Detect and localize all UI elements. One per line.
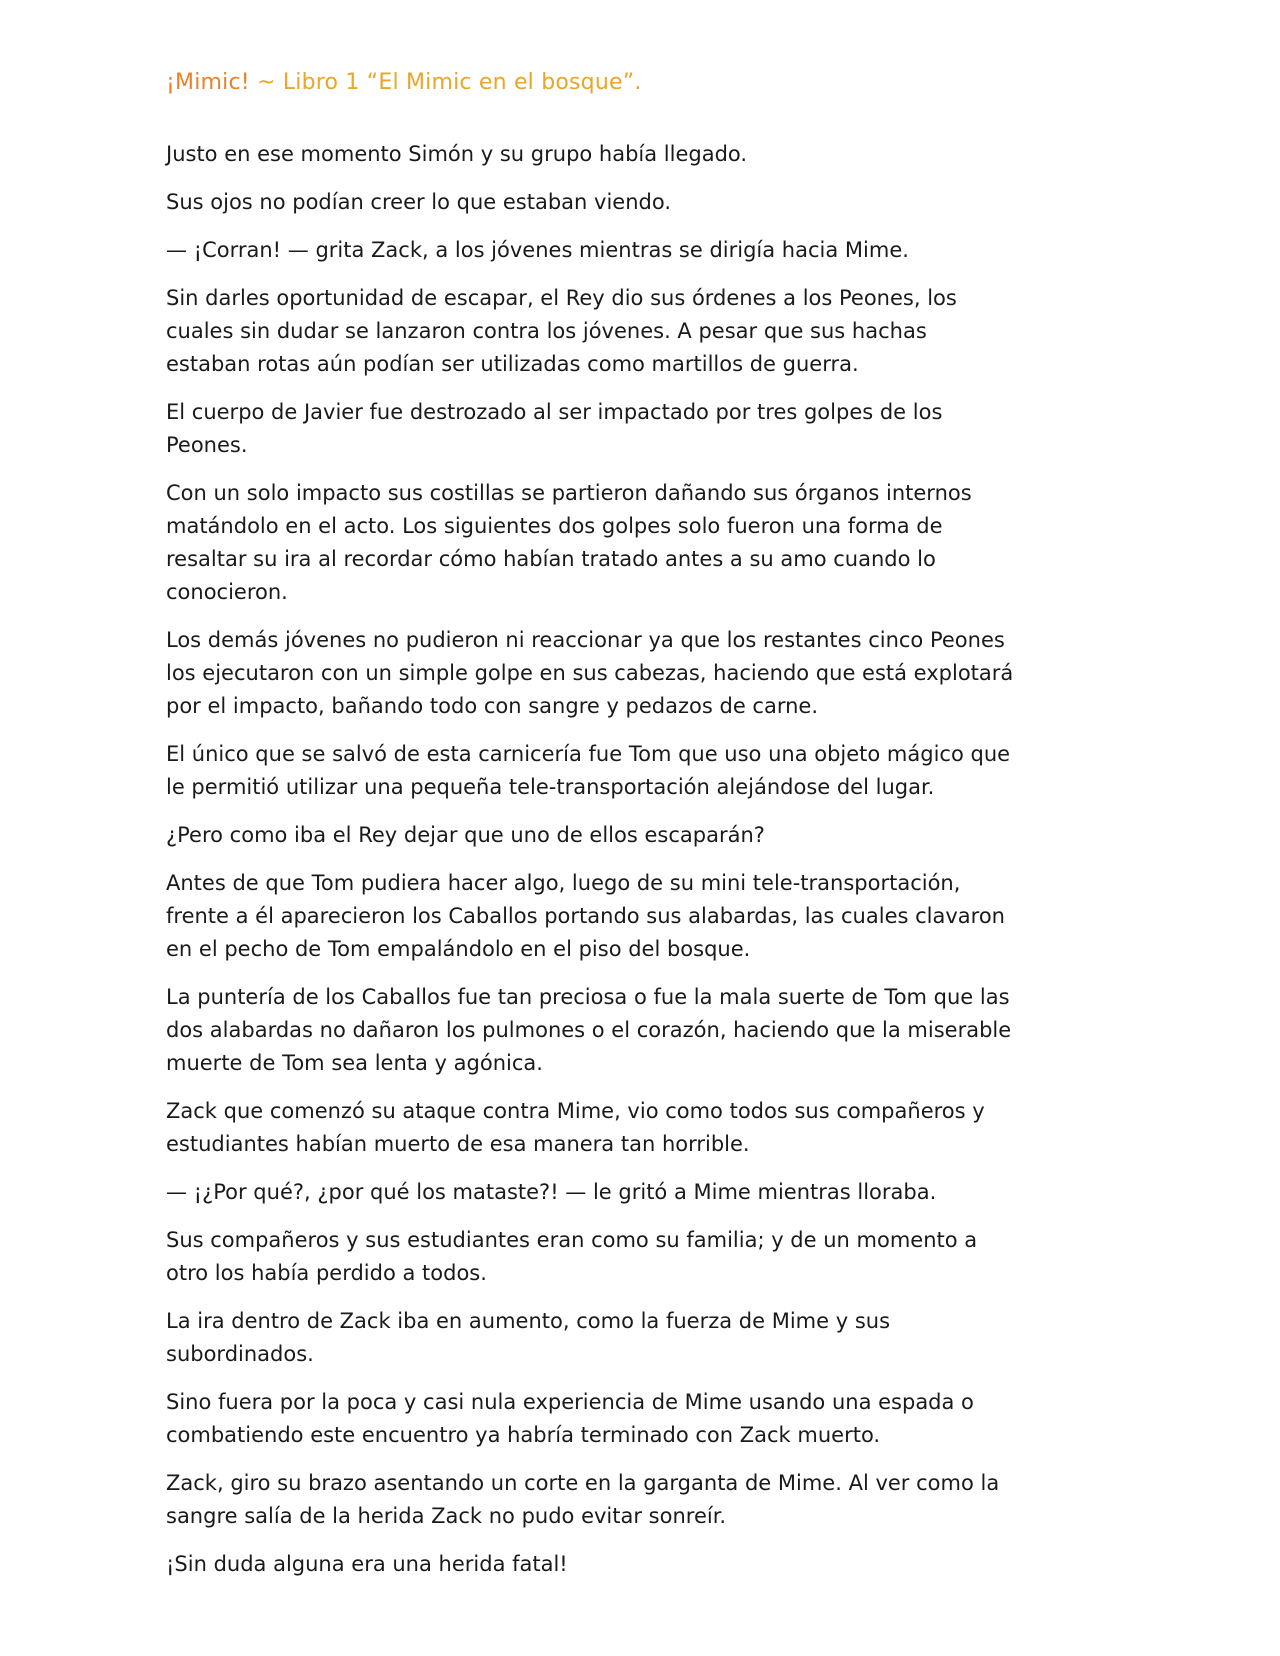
paragraph: Sin darles oportunidad de escapar, el Rey dio sus órdenes a los Peones, los cuales sin dudar se lanzaron contra los jóvenes. A pesar que sus hachas estaban rotas aún podían ser utilizadas como martillos de guerra.: [166, 286, 957, 376]
paragraph: La puntería de los Caballos fue tan preciosa o fue la mala suerte de Tom que las dos alabardas no dañaron los pulmones o el corazón, haciendo que la miserable muerte de Tom sea lenta y agónica.: [166, 985, 1012, 1075]
paragraph: Sino fuera por la poca y casi nula experiencia de Mime usando una espada o combatiendo este encuentro ya habría terminado con Zack muerto.: [166, 1390, 974, 1447]
header-subtitle: Libro 1 “El Mimic en el bosque”.: [282, 70, 642, 95]
paragraph: Antes de que Tom pudiera hacer algo, luego de su mini tele-transportación, frente a él aparecieron los Caballos portando sus alabardas, las cuales clavaron en el pecho de Tom empalándolo en el piso del bosque.: [166, 871, 1005, 961]
paragraph: La ira dentro de Zack iba en aumento, como la fuerza de Mime y sus subordinados.: [166, 1309, 891, 1366]
paragraph: El cuerpo de Javier fue destrozado al ser impactado por tres golpes de los Peones.: [166, 400, 943, 457]
paragraph: — ¡¿Por qué?, ¿por qué los mataste?! — le gritó a Mime mientras lloraba.: [166, 1180, 937, 1204]
running-header: [166, 70, 642, 95]
paragraph: — ¡Corran! — grita Zack, a los jóvenes mientras se dirigía hacia Mime.: [166, 238, 909, 262]
header-separator: ~: [249, 70, 283, 95]
paragraph: Con un solo impacto sus costillas se partieron dañando sus órganos internos matándolo en el acto. Los siguientes dos golpes solo fueron una forma de resaltar su ira al recordar cómo habían tratado antes a su amo cuando lo conocieron.: [166, 481, 972, 604]
paragraph: Sus compañeros y sus estudiantes eran como su familia; y de un momento a otro los había perdido a todos.: [166, 1228, 978, 1285]
body-text: [166, 138, 1016, 1596]
paragraph: Zack, giro su brazo asentando un corte en la garganta de Mime. Al ver como la sangre salía de la herida Zack no pudo evitar sonreír.: [166, 1471, 1000, 1528]
paragraph: Zack que comenzó su ataque contra Mime, vio como todos sus compañeros y estudiantes habían muerto de esa manera tan horrible.: [166, 1099, 985, 1156]
paragraph: ¿Pero como iba el Rey dejar que uno de ellos escaparán?: [166, 823, 765, 847]
paragraph: Sus ojos no podían creer lo que estaban viendo.: [166, 190, 672, 214]
paragraph: El único que se salvó de esta carnicería fue Tom que uso una objeto mágico que le permitió utilizar una pequeña tele-transportación alejándose del lugar.: [166, 742, 1011, 799]
paragraph: Justo en ese momento Simón y su grupo había llegado.: [166, 142, 748, 166]
header-brand: ¡Mimic!: [166, 70, 250, 95]
paragraph: ¡Sin duda alguna era una herida fatal!: [166, 1552, 568, 1576]
paragraph: Los demás jóvenes no pudieron ni reaccionar ya que los restantes cinco Peones los ejecutaron con un simple golpe en sus cabezas, haciendo que está explotará por el impacto, bañando todo con sangre y pedazos de carne.: [166, 628, 1014, 718]
